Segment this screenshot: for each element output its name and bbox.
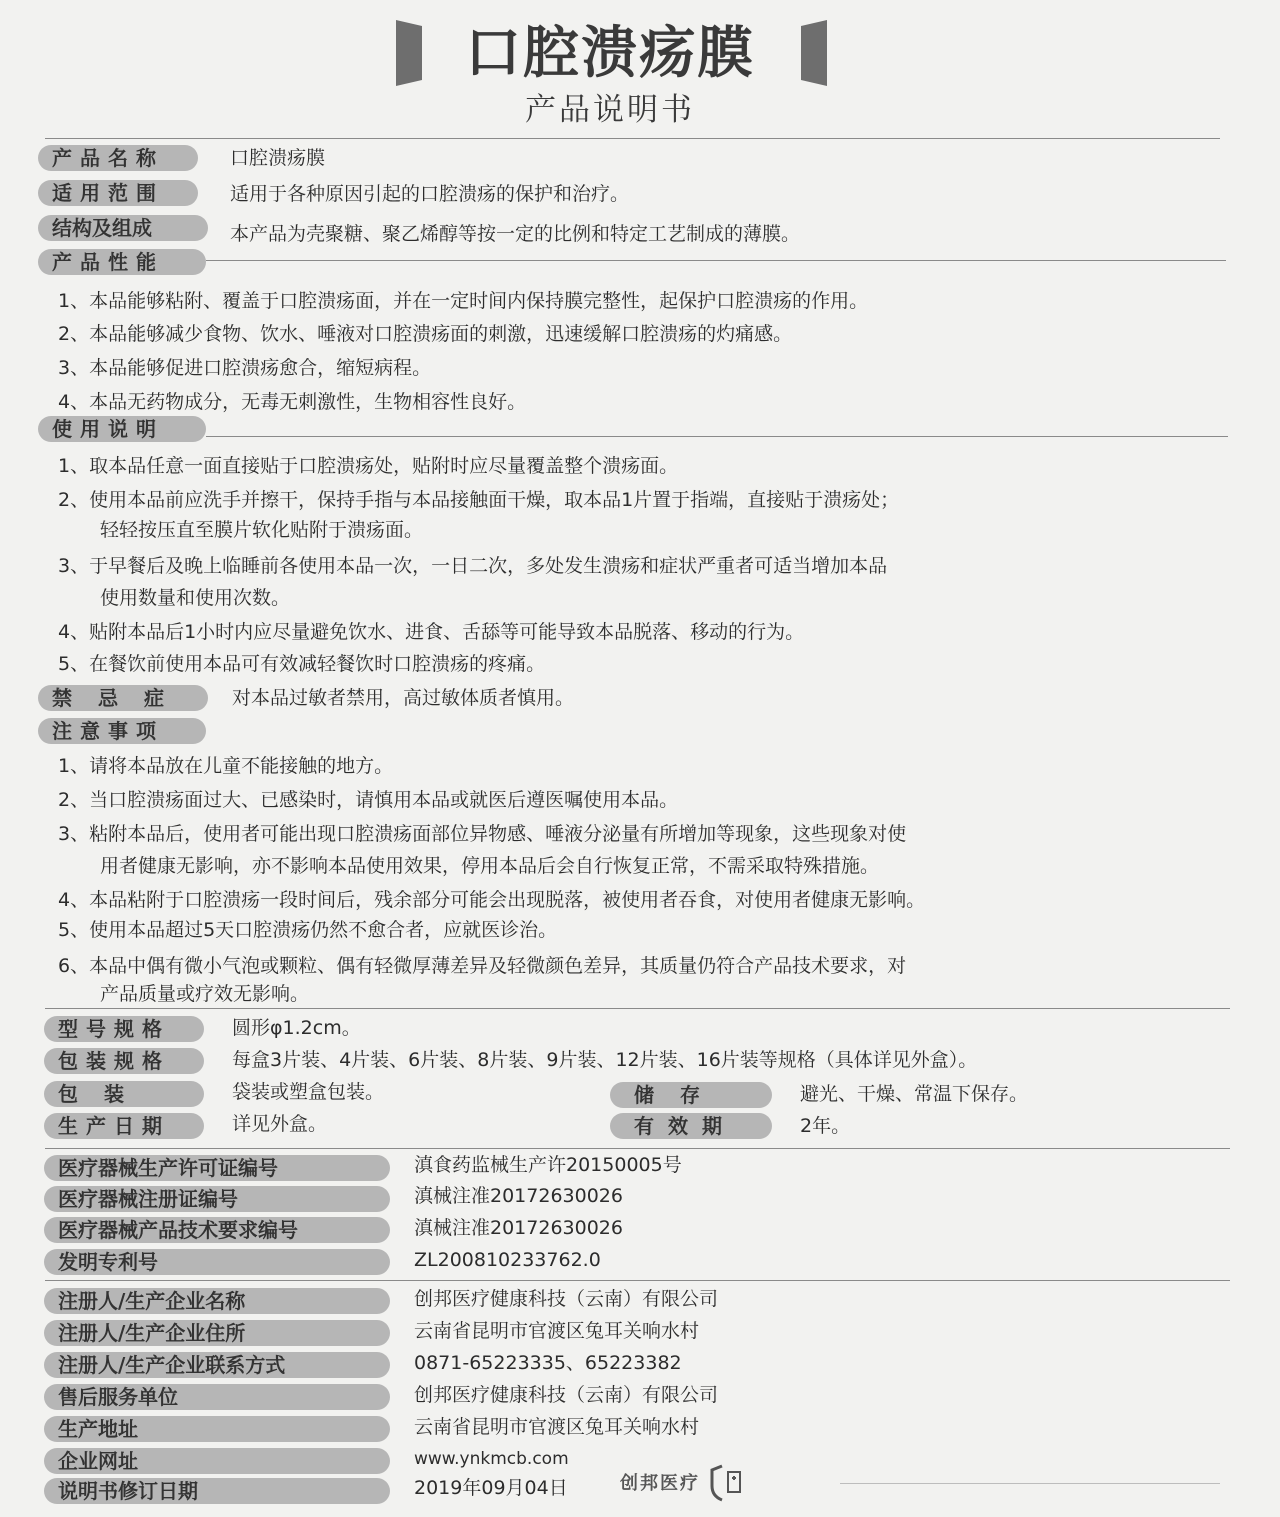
label-packaging: 包装 [44, 1081, 204, 1107]
value-packaging: 袋装或塑盒包装。 [232, 1081, 385, 1103]
label-company-name: 注册人/生产企业名称 [44, 1288, 390, 1314]
label-contraindication: 禁忌症 [38, 685, 208, 711]
label-validity: 有效期 [610, 1113, 772, 1139]
label-tech-req-no: 医疗器械产品技术要求编号 [44, 1217, 390, 1243]
label-mfg-date: 生产日期 [44, 1113, 204, 1139]
label-usage: 使用说明 [38, 416, 206, 442]
brand-logo-text: 创邦医疗 [620, 1473, 700, 1494]
usage-item: 3、于早餐后及晚上临睡前各使用本品一次，一日二次，多处发生溃疡和症状严重者可适当增加本品 [58, 555, 888, 577]
value-company-name: 创邦医疗健康科技（云南）有限公司 [414, 1288, 719, 1310]
precaution-item-cont: 用者健康无影响，亦不影响本品使用效果，停用本品后会自行恢复正常，不需采取特殊措施。 [100, 855, 880, 877]
value-tech-req-no: 滇械注准20172630026 [414, 1217, 623, 1239]
value-production-address: 云南省昆明市官渡区兔耳关响水村 [414, 1416, 700, 1438]
precaution-item: 6、本品中偶有微小气泡或颗粒、偶有轻微厚薄差异及轻微颜色差异，其质量仍符合产品技术要求，对 [58, 955, 907, 977]
label-company-contact: 注册人/生产企业联系方式 [44, 1352, 390, 1378]
divider [840, 1483, 1220, 1484]
performance-item: 4、本品无药物成分，无毒无刺激性，生物相容性良好。 [58, 391, 527, 413]
value-product-name: 口腔溃疡膜 [230, 147, 326, 169]
value-mfg-date: 详见外盒。 [232, 1113, 328, 1135]
label-model: 型号规格 [44, 1016, 204, 1042]
value-revision-date: 2019年09月04日 [414, 1477, 568, 1499]
page-title: 口腔溃疡膜 [465, 21, 755, 86]
usage-item-cont: 轻轻按压直至膜片软化贴附于溃疡面。 [100, 519, 424, 541]
divider [206, 436, 1228, 437]
precaution-item: 4、本品粘附于口腔溃疡一段时间后，残余部分可能会出现脱落，被使用者吞食，对使用者健康无影响。 [58, 889, 926, 911]
label-registration-no: 医疗器械注册证编号 [44, 1186, 390, 1212]
precaution-item: 2、当口腔溃疡面过大、已感染时，请慎用本品或就医后遵医嘱使用本品。 [58, 789, 679, 811]
performance-item: 1、本品能够粘附、覆盖于口腔溃疡面，并在一定时间内保持膜完整性，起保护口腔溃疡的作用。 [58, 290, 869, 312]
value-website: www.ynkmcb.com [414, 1449, 569, 1469]
value-registration-no: 滇械注准20172630026 [414, 1185, 623, 1207]
usage-item-cont: 使用数量和使用次数。 [100, 587, 291, 609]
precaution-item: 1、请将本品放在儿童不能接触的地方。 [58, 755, 394, 777]
label-production-address: 生产地址 [44, 1416, 390, 1442]
divider [206, 260, 1226, 261]
value-patent-no: ZL200810233762.0 [414, 1249, 601, 1271]
divider [45, 1148, 1230, 1149]
divider [45, 1280, 1230, 1281]
label-storage: 储存 [610, 1082, 772, 1108]
value-company-contact: 0871-65223335、65223382 [414, 1352, 682, 1374]
header [0, 0, 1280, 140]
precaution-item-cont: 产品质量或疗效无影响。 [100, 983, 310, 1005]
value-storage: 避光、干燥、常温下保存。 [800, 1083, 1029, 1105]
label-product-name: 产品名称 [38, 145, 198, 171]
performance-item: 2、本品能够减少食物、饮水、唾液对口腔溃疡面的刺激，迅速缓解口腔溃疡的灼痛感。 [58, 323, 793, 345]
shield-right-icon [795, 16, 831, 90]
usage-item: 5、在餐饮前使用本品可有效减轻餐饮时口腔溃疡的疼痛。 [58, 653, 546, 675]
label-pack-spec: 包装规格 [44, 1048, 204, 1074]
page-subtitle: 产品说明书 [525, 92, 695, 128]
value-validity: 2年。 [800, 1115, 851, 1137]
label-precautions: 注意事项 [38, 718, 206, 744]
label-performance: 产品性能 [38, 249, 206, 275]
performance-item: 3、本品能够促进口腔溃疡愈合，缩短病程。 [58, 357, 432, 379]
value-composition: 本产品为壳聚糖、聚乙烯醇等按一定的比例和特定工艺制成的薄膜。 [230, 223, 801, 245]
label-after-sales: 售后服务单位 [44, 1384, 390, 1410]
label-scope: 适用范围 [38, 180, 198, 206]
label-production-license: 医疗器械生产许可证编号 [44, 1155, 390, 1181]
usage-item: 4、贴附本品后1小时内应尽量避免饮水、进食、舌舔等可能导致本品脱落、移动的行为。 [58, 621, 805, 643]
usage-item: 1、取本品任意一面直接贴于口腔溃疡处，贴附时应尽量覆盖整个溃疡面。 [58, 455, 679, 477]
label-website: 企业网址 [44, 1448, 390, 1474]
divider [45, 138, 1220, 139]
precaution-item: 3、粘附本品后，使用者可能出现口腔溃疡面部位异物感、唾液分泌量有所增加等现象，这些现象对使 [58, 823, 907, 845]
label-patent-no: 发明专利号 [44, 1249, 390, 1275]
shield-icon [706, 1462, 770, 1502]
usage-item: 2、使用本品前应洗手并擦干，保持手指与本品接触面干燥，取本品1片置于指端，直接贴于溃疡处； [58, 489, 900, 511]
value-company-address: 云南省昆明市官渡区兔耳关响水村 [414, 1320, 700, 1342]
label-composition: 结构及组成 [38, 215, 208, 241]
brand-logo [620, 1462, 770, 1502]
value-pack-spec: 每盒3片装、4片装、6片装、8片装、9片装、12片装、16片装等规格（具体详见外盒）。 [232, 1049, 978, 1071]
label-company-address: 注册人/生产企业住所 [44, 1320, 390, 1346]
value-model: 圆形φ1.2cm。 [232, 1017, 361, 1039]
divider [45, 1008, 1230, 1009]
label-revision-date: 说明书修订日期 [44, 1478, 390, 1504]
value-contraindication: 对本品过敏者禁用，高过敏体质者慎用。 [232, 687, 575, 709]
value-production-license: 滇食药监械生产许20150005号 [414, 1154, 682, 1176]
value-scope: 适用于各种原因引起的口腔溃疡的保护和治疗。 [230, 183, 630, 205]
precaution-item: 5、使用本品超过5天口腔溃疡仍然不愈合者，应就医诊治。 [58, 919, 558, 941]
value-after-sales: 创邦医疗健康科技（云南）有限公司 [414, 1384, 719, 1406]
